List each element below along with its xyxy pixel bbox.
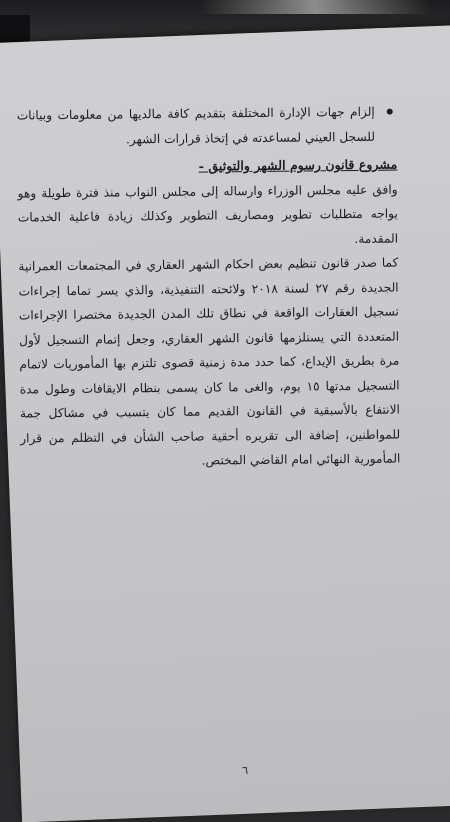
page-number: ٦ <box>242 763 249 777</box>
bullet-item <box>17 100 397 153</box>
bullet-icon <box>387 109 393 115</box>
section-heading: مشروع قانون رسوم الشهر والتوثيق - <box>198 156 398 174</box>
page-content <box>17 100 401 475</box>
paragraph-1: وافق عليه مجلس الوزراء وارساله إلى مجلس النواب منذ فترة طويلة وهو يواجه متطلبات تطوير ومصاريف التطوير وكذلك زيادة فاعلية الخدمات المقدمة. <box>17 182 399 246</box>
bullet-text: إلزام جهات الإدارة المختلفة بتقديم كافة مالديها من معلومات وبيانات للسجل العيني لمساعدته في إتخاذ قرارات الشهر. <box>16 104 376 146</box>
light-glare <box>200 0 430 14</box>
document-page <box>0 25 450 822</box>
paragraph-2: كما صدر قانون تنظيم بعض احكام الشهر العقاري في المجتمعات العمرانية الجديدة رقم ٢٧ لسنة ٢٠١٨ ولائحته التنفيذية، والذي يسر تماما إجراءات تسجيل العقارات الواقعة في نطاق تلك المدن الجديدة مختصرا الإجراءات المتعددة التي يستلزمها قانون الشهر العقاري، وجعل إتمام التسجيل لأول مرة بطريق الإيداع، كما حدد مدة زمنية قصوى تلتزم بها المأموريات لاتمام التسجيل مدتها ١٥ يوم، والغى ما كان يسمى بنظام الايقافات وطول مدة الانتفاع بالأسبقية في القانون القديم مما كان يتسبب في مشاكل جمة للمواطنين، إضافة الى تقريره أحقية صاحب الشأن في التظلم من قرار المأمورية النهائي امام القاضي المختص. <box>18 255 401 468</box>
